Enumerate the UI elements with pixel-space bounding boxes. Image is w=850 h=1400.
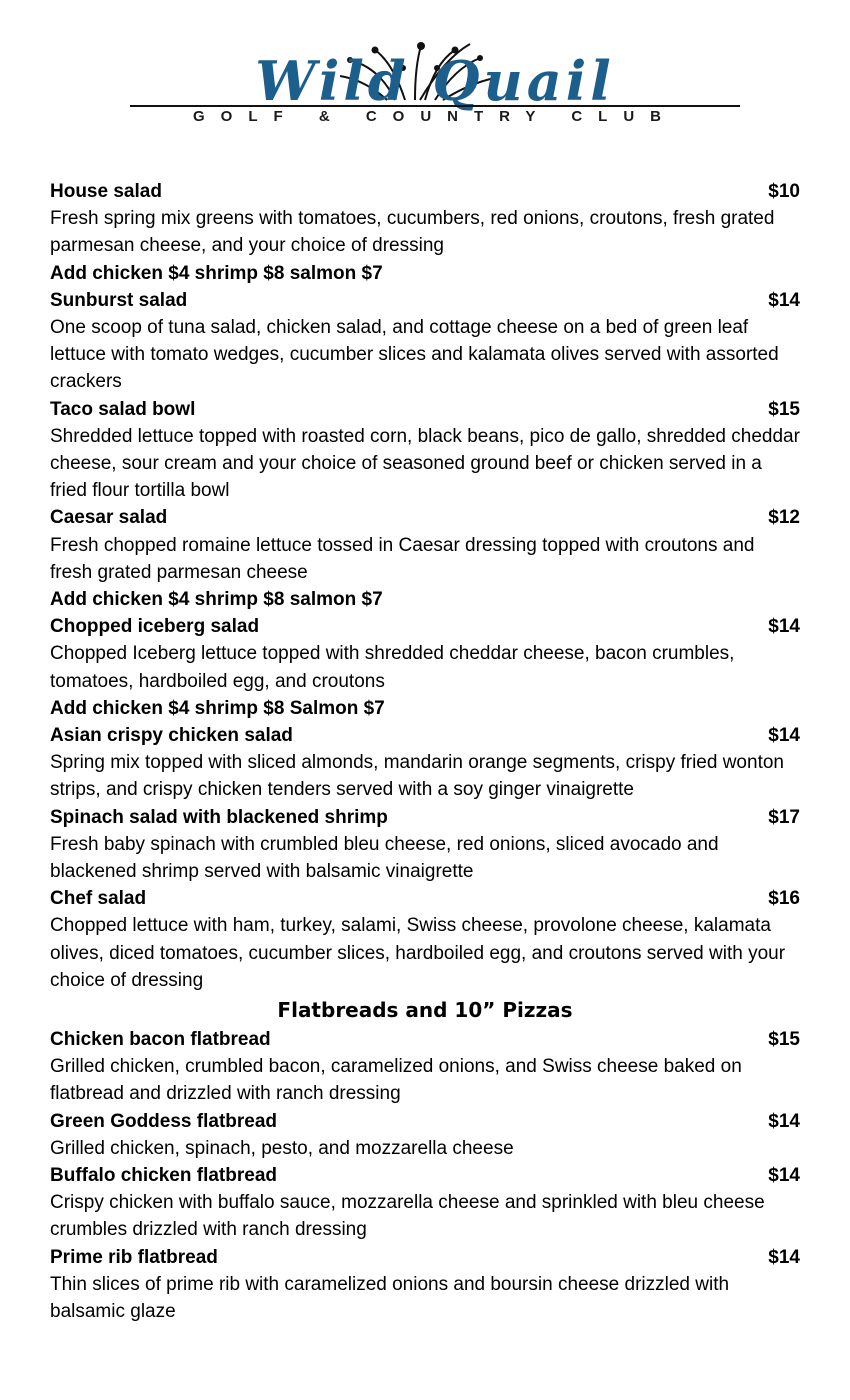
- menu-item-price: $14: [768, 616, 800, 638]
- logo-graphic: [125, 38, 745, 128]
- menu-item-header: [50, 613, 800, 640]
- menu-item-description: One scoop of tuna salad, chicken salad, and cottage cheese on a bed of green leaf lettuce with tomato wedges, cucumber slices and kalamata olives served with assorted crackers: [50, 316, 779, 393]
- menu-item: [50, 722, 800, 804]
- menu-item-addon: Add chicken $4 shrimp $8 salmon $7: [50, 262, 383, 284]
- menu-item-name: Caesar salad: [50, 507, 168, 529]
- menu-item-header: [50, 504, 800, 531]
- menu-item-name: Green Goddess flatbread: [50, 1110, 278, 1132]
- menu-item-name: House salad: [50, 181, 162, 202]
- menu-item-description: Chopped lettuce with ham, turkey, salami, Swiss cheese, provolone cheese, kalamata olives, diced tomatoes, cucumber slices, hardboiled egg, and croutons served with your choice of dressing: [50, 915, 786, 991]
- menu-item-price: $14: [768, 1164, 800, 1186]
- flatbreads-section: [50, 1026, 800, 1325]
- menu-item: [50, 396, 800, 505]
- menu-item-description: Crispy chicken with buffalo sauce, mozzarella cheese and sprinkled with bleu cheese crumbles drizzled with ranch dressing: [50, 1192, 765, 1241]
- menu: [50, 178, 800, 1325]
- menu-item: [50, 1108, 800, 1162]
- menu-item-description: Chopped Iceberg lettuce topped with shredded cheddar cheese, bacon crumbles, tomatoes, hardboiled egg, and croutons: [50, 643, 735, 692]
- menu-item-description: Fresh baby spinach with crumbled bleu cheese, red onions, sliced avocado and blackened shrimp served with balsamic vinaigrette: [50, 833, 719, 882]
- menu-item-name: Sunburst salad: [50, 289, 188, 311]
- logo-script-text: Wild Quail: [255, 49, 615, 113]
- menu-item-price: $17: [768, 806, 800, 828]
- menu-item-description: Spring mix topped with sliced almonds, mandarin orange segments, crispy fried wonton strips, and crispy chicken tenders served with a soy ginger vinaigrette: [50, 752, 784, 801]
- menu-item-name: Prime rib flatbread: [50, 1246, 218, 1268]
- salads-section: [50, 178, 800, 994]
- menu-item-description: Grilled chicken, crumbled bacon, caramelized onions, and Swiss cheese baked on flatbread and drizzled with ranch dressing: [50, 1056, 742, 1105]
- menu-item-header: [50, 287, 800, 314]
- menu-item-name: Asian crispy chicken salad: [50, 724, 293, 746]
- menu-item-header: [50, 885, 800, 912]
- menu-item-name: Taco salad bowl: [50, 398, 196, 420]
- menu-item-price: $14: [768, 289, 800, 311]
- menu-item-price: $16: [768, 888, 800, 910]
- menu-item-header: [50, 1026, 800, 1053]
- menu-item: [50, 504, 800, 613]
- menu-item-description: Fresh chopped romaine lettuce tossed in Caesar dressing topped with croutons and fresh grated parmesan cheese: [50, 534, 755, 583]
- menu-item-name: Chef salad: [50, 888, 147, 910]
- menu-item-name: Spinach salad with blackened shrimp: [50, 806, 388, 828]
- menu-item-header: [50, 1162, 800, 1189]
- menu-item-price: $12: [768, 507, 800, 529]
- menu-item: [50, 885, 800, 994]
- menu-item-description: Shredded lettuce topped with roasted corn, black beans, pico de gallo, shredded cheddar cheese, sour cream and your choice of seasoned ground beef or chicken served in a fried flour tortilla bowl: [50, 425, 800, 502]
- menu-item-header: [50, 722, 800, 749]
- menu-item: [50, 613, 800, 722]
- menu-item-price: $14: [768, 1246, 800, 1268]
- menu-item-description: Thin slices of prime rib with caramelized onions and boursin cheese drizzled with balsamic glaze: [50, 1273, 730, 1322]
- menu-item: [50, 178, 800, 287]
- menu-item-price: $15: [768, 398, 800, 420]
- menu-item: [50, 287, 800, 396]
- menu-item-addon: Add chicken $4 shrimp $8 Salmon $7: [50, 697, 385, 719]
- menu-item: [50, 804, 800, 886]
- flatbread-section-title: Flatbreads and 10” Pizzas: [277, 997, 573, 1022]
- menu-item-price: $14: [768, 1110, 800, 1132]
- menu-item-header: [50, 178, 800, 205]
- menu-item-description: Grilled chicken, spinach, pesto, and mozzarella cheese: [50, 1137, 514, 1159]
- menu-item-price: $10: [768, 181, 800, 202]
- menu-item: [50, 1244, 800, 1326]
- menu-item-price: $14: [768, 724, 800, 746]
- menu-item-header: [50, 396, 800, 423]
- menu-item-name: Chicken bacon flatbread: [50, 1028, 271, 1050]
- menu-item-header: [50, 804, 800, 831]
- menu-item-price: $15: [768, 1028, 800, 1050]
- club-logo: [125, 38, 745, 128]
- logo-sub-text: GOLF & COUNTRY CLUB: [193, 108, 677, 125]
- menu-item-header: [50, 1244, 800, 1271]
- menu-item: [50, 1026, 800, 1108]
- menu-item: [50, 1162, 800, 1244]
- menu-item-header: [50, 1108, 800, 1135]
- menu-item-addon: Add chicken $4 shrimp $8 salmon $7: [50, 588, 383, 610]
- menu-item-name: Chopped iceberg salad: [50, 616, 260, 638]
- menu-item-name: Buffalo chicken flatbread: [50, 1164, 277, 1186]
- menu-item-description: Fresh spring mix greens with tomatoes, cucumbers, red onions, croutons, fresh grated parmesan cheese, and your choice of dressing: [50, 208, 775, 257]
